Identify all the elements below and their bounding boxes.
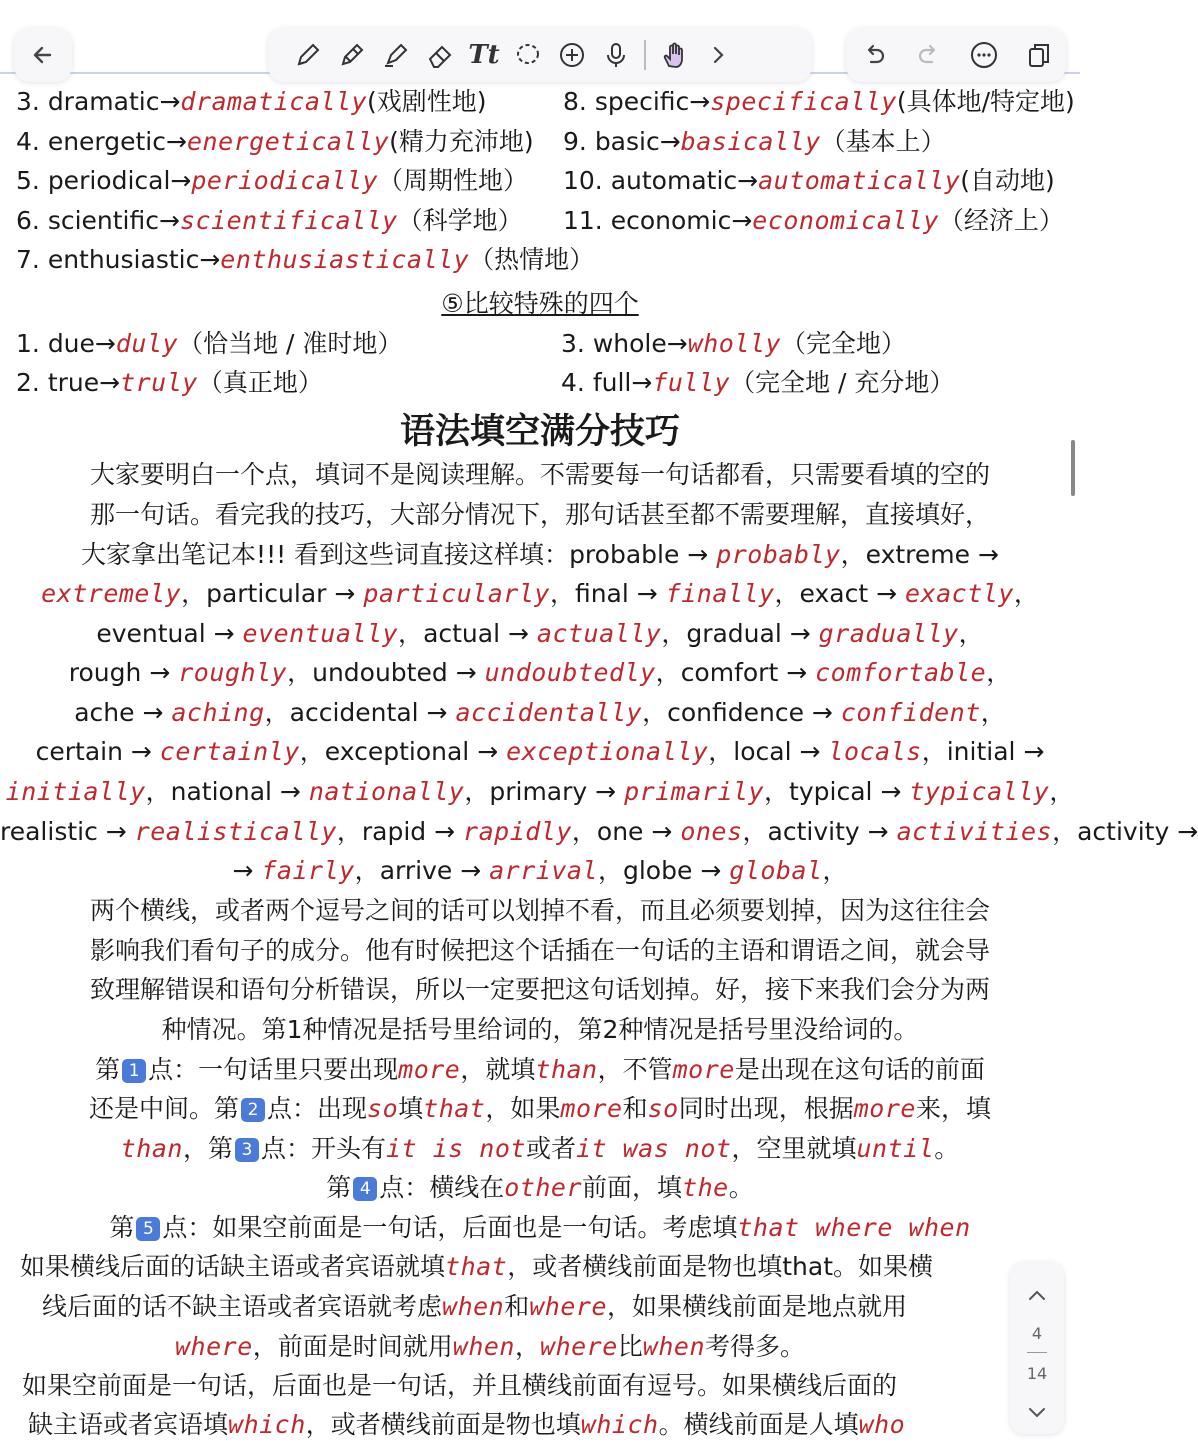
total-page-number: 14 [1026,1364,1048,1383]
base-word: enthusiastic [47,245,200,274]
entry-number: 4. [561,368,585,397]
chinese-meaning: （完全地） [781,329,907,358]
pairs-lead-text: 大家拿出笔记本!!! 看到这些词直接这样填： [81,540,570,569]
word-pair-line: rough → roughly，undoubted → undoubtedly，comfort → comfortable， [68,658,1012,687]
base-word: local [733,737,792,766]
base-word: typical [789,777,873,806]
word-pair-line: 大家拿出笔记本!!! 看到这些词直接这样填：probable → probably，extreme → [81,540,999,569]
base-word: certain [35,737,123,766]
pages-icon[interactable] [1017,33,1061,77]
rule-line-3: than，第 3 点：开头有it is not或者it was not，空里就填until。 [120,1134,960,1163]
number-badge: 1 [122,1059,146,1083]
arrow-glyph: → [232,856,254,885]
chinese-meaning: （经济上） [938,206,1064,235]
chinese-meaning: （完全地 / 充分地） [730,368,955,397]
arrow-glyph: → [811,698,833,727]
arrow-glyph: → [460,856,482,885]
handwritten-adverb: energetically [186,127,390,156]
chevron-right-icon[interactable] [696,33,740,77]
vertical-scrollbar[interactable] [1071,440,1075,496]
entry-number: 10. [563,166,603,195]
handwritten-answer: particularly [363,579,550,608]
arrow-glyph: → [737,166,759,195]
base-word: whole [592,329,667,358]
word-pair-line: ache → aching，accidental → accidentally，confidence → confident， [74,698,1006,727]
handwritten-answer: realistically [134,817,337,846]
rule-line-1: 第 1 点：一句话里只要出现more，就填than，不管more是出现在这句话的前面 [95,1055,985,1084]
para-line-2: 影响我们看句子的成分。他有时候把这个话插在一句话的主语和谓语之间，就会导 [89,936,990,965]
base-word: particular [206,579,327,608]
base-word: exact [799,579,869,608]
para-line-4: 种情况。第1种情况是括号里给词的，第2种情况是括号里没给词的。 [161,1015,919,1044]
base-word: rapid [361,817,427,846]
base-word: full [592,368,632,397]
word-pair-line: certain → certainly，exceptional → exceptionally，local → locals，initial → [35,737,1045,766]
word-pair-line: initially，national → nationally，primary → primarily，typical → typically， [5,777,1075,806]
rule-line-9: 如果空前面是一句话，后面也是一句话，并且横线前面有逗号。如果横线后面的 [22,1371,898,1400]
handwritten-adverb: periodically [191,166,378,195]
handwritten-answer: confident [840,698,981,727]
handwritten-adverb: economically [752,206,939,235]
arrow-glyph: → [1023,737,1045,766]
arrow-glyph: → [687,540,709,569]
undo-icon[interactable] [852,33,896,77]
handwritten-answer: roughly [178,658,288,687]
base-word: initial [946,737,1016,766]
handwritten-answer: fairly [261,856,355,885]
handwritten-answer: comfortable [815,658,987,687]
number-badge: 3 [235,1138,259,1162]
intro-line-1: 大家要明白一个点，填词不是阅读理解。不需要每一句话都看，只需要看填的空的 [89,460,990,489]
word-pair-line: realistic → realistically，rapid → rapidly，one → ones，activity → activities，activity → [0,817,1198,846]
handwritten-adverb: duly [115,329,179,358]
arrow-glyph: → [142,698,164,727]
adverb-entry [16,365,323,401]
handwritten-answer: eventually [242,619,399,648]
adverb-entry [563,124,946,160]
arrow-glyph: → [880,777,902,806]
chinese-meaning: (具体地/特定地) [896,87,1075,116]
number-badge: 5 [136,1217,160,1241]
arrow-glyph: → [631,368,653,397]
handwritten-answer: nationally [308,777,465,806]
arrow-glyph: → [159,206,180,235]
base-word: final [574,579,629,608]
entry-number: 6. [16,206,40,235]
base-word: undoubted [312,658,448,687]
base-word: extreme [865,540,971,569]
arrow-glyph: → [799,737,821,766]
base-word: gradual [686,619,782,648]
word-pair-line: eventual → eventually，actual → actually，gradual → gradually， [96,619,984,648]
adverb-entry [16,203,523,239]
page-navigator [1010,1262,1064,1434]
handwritten-answer: undoubtedly [484,658,656,687]
entry-number: 4. [16,127,40,156]
chinese-meaning: (精力充沛地) [389,127,534,156]
para-line-1: 两个横线，或者两个逗号之间的话可以划掉不看，而且必须要划掉，因为这往往会 [89,896,990,925]
adverb-entry [563,84,1075,120]
handwritten-answer: aching [171,698,265,727]
handwritten-adverb: dramatically [180,87,368,116]
arrow-glyph: → [149,658,171,687]
adverb-entry [16,326,402,362]
base-word: ache [74,698,135,727]
handwritten-answer: primarily [624,777,765,806]
chinese-meaning: （真正地） [197,368,323,397]
word-pair-line: → fairly，arrive → arrival，globe → global， [232,856,848,885]
adverb-entry [16,124,534,160]
entry-number: 1. [16,329,40,358]
rule-line-10: 缺主语或者宾语填which，或者横线前面是物也填which。横线前面是人填who [28,1410,906,1439]
arrow-glyph: → [1177,817,1198,846]
base-word: scientific [47,206,159,235]
base-word: dramatic [47,87,160,116]
handwritten-answer: gradually [818,619,959,648]
arrow-glyph: → [170,166,192,195]
arrow-glyph: → [731,206,753,235]
pencil-icon[interactable] [286,33,330,77]
number-badge: 2 [241,1098,265,1122]
base-word: primary [489,777,588,806]
entry-number: 8. [563,87,587,116]
entry-number: 5. [16,166,40,195]
handwritten-answer: certainly [159,737,300,766]
page-title: 语法填空满分技巧 [399,412,680,452]
handwritten-adverb: scientifically [179,206,398,235]
handwritten-answer: exactly [905,579,1014,608]
chinese-meaning: (戏剧性地) [367,87,487,116]
arrow-glyph: → [508,619,529,648]
entry-number: 9. [563,127,587,156]
base-word: true [47,368,100,397]
base-word: exceptional [324,737,470,766]
handwritten-answer: ones [680,817,743,846]
arrow-glyph: → [434,817,456,846]
chinese-meaning: （热情地） [469,245,595,274]
entry-number: 7. [16,245,40,274]
base-word: globe [622,856,693,885]
base-word: energetic [47,127,167,156]
arrow-glyph: → [159,87,181,116]
chinese-meaning: （基本上） [820,127,946,156]
arrow-glyph: → [166,127,187,156]
base-word: one [596,817,644,846]
chevron-down-icon[interactable] [1015,1390,1059,1434]
rule-line-6: 如果横线后面的话缺主语或者宾语就填that，或者横线前面是物也填that。如果横 [20,1252,934,1281]
handwritten-adverb: automatically [758,166,961,195]
arrow-glyph: → [595,777,617,806]
handwritten-answer: exceptionally [506,737,709,766]
hand-gesture-icon[interactable] [652,33,696,77]
eraser-icon[interactable] [418,33,462,77]
arrow-glyph: → [867,817,889,846]
handwritten-answer: initially [5,777,146,806]
chinese-meaning: (自动地) [960,166,1055,195]
arrow-glyph: → [279,777,301,806]
back-toolbar [14,28,72,82]
base-word: activity [767,817,860,846]
handwritten-adverb: wholly [687,329,781,358]
rule-line-4: 第 4 点：横线在other前面，填the。 [326,1173,754,1202]
handwritten-answer: locals [828,737,922,766]
arrow-glyph: → [876,579,898,608]
base-word: automatic [610,166,738,195]
highlighter-icon[interactable] [374,33,418,77]
adverb-entry [561,326,906,362]
base-word: comfort [680,658,779,687]
arrow-glyph: → [199,245,221,274]
para-line-3: 致理解错误和语句分析错误，所以一定要把这句话划掉。好，接下来我们会分为两 [89,975,990,1004]
adverb-entry [563,163,1055,199]
word-pair-line: extremely，particular → particularly，final → finally，exact → exactly， [41,579,1039,608]
base-word: eventual [96,619,206,648]
more-icon[interactable] [962,33,1006,77]
tools-toolbar [268,28,812,82]
arrow-glyph: → [689,87,711,116]
handwritten-adverb: basically [680,127,821,156]
handwritten-answer: finally [665,579,775,608]
adverb-entry [561,365,954,401]
base-word: realistic [0,817,98,846]
arrow-glyph: → [99,368,121,397]
arrow-glyph: → [651,817,673,846]
handwritten-answer: typically [909,777,1050,806]
rule-line-2: 还是中间。第 2 点：出现so填that，如果more和so同时出现，根据more来，填 [89,1094,991,1123]
base-word: probable [569,540,680,569]
adverb-entry [16,163,528,199]
intro-line-2: 那一句话。看完我的技巧，大部分情况下，那句话甚至都不需要理解，直接填好， [89,500,990,529]
base-word: specific [594,87,690,116]
arrow-glyph: → [700,856,722,885]
lasso-icon[interactable] [506,33,550,77]
handwritten-answer: activities [896,817,1053,846]
arrow-glyph: → [130,737,152,766]
handwritten-answer: extremely [41,579,182,608]
arrow-glyph: → [426,698,448,727]
base-word: periodical [47,166,171,195]
arrow-glyph: → [105,817,127,846]
section-subtitle: ⑤比较特殊的四个 [441,289,639,318]
arrow-glyph: → [786,658,808,687]
entry-number: 2. [16,368,40,397]
base-word: accidental [289,698,419,727]
base-word: due [47,329,95,358]
handwritten-answer: global [729,856,823,885]
handwritten-adverb: enthusiastically [220,245,470,274]
chinese-meaning: （周期性地） [378,166,529,195]
current-page-number: 4 [1031,1324,1043,1343]
handwritten-adverb: truly [120,368,198,397]
arrow-glyph: → [666,329,688,358]
handwritten-adverb: fully [652,368,731,397]
adverb-entry [16,242,594,278]
number-badge: 4 [353,1177,377,1201]
toolbar-divider [644,40,646,70]
arrow-glyph: → [477,737,499,766]
entry-number: 11. [563,206,603,235]
handwritten-answer: arrival [489,856,598,885]
base-word: economic [610,206,732,235]
arrow-glyph: → [977,540,999,569]
rule-line-5: 第 5 点：如果空前面是一句话，后面也是一句话。考虑填that where when [109,1213,971,1242]
chinese-meaning: （科学地） [397,206,523,235]
base-word: national [170,777,272,806]
arrow-glyph: → [94,329,116,358]
adverb-entry [563,203,1064,239]
handwritten-answer: probably [716,540,841,569]
edit-toolbar [846,28,1066,82]
arrow-glyph: → [789,619,811,648]
base-word: basic [594,127,660,156]
chinese-meaning: （恰当地 / 准时地） [178,329,403,358]
arrow-glyph: → [334,579,356,608]
arrow-glyph: → [213,619,235,648]
base-word: arrive [379,856,453,885]
rule-line-7: 线后面的话不缺主语或者宾语就考虑when和where，如果横线前面是地点就用 [42,1292,908,1321]
handwritten-adverb: specifically [710,87,897,116]
adverb-entry [16,84,487,120]
arrow-glyph: → [455,658,477,687]
arrow-left-icon[interactable] [21,33,65,77]
base-word: rough [68,658,142,687]
page-divider [1027,1352,1047,1353]
redo-icon[interactable] [907,33,951,77]
handwritten-answer: accidentally [455,698,643,727]
arrow-glyph: → [659,127,681,156]
rule-line-8: where，前面是时间就用when，where比when考得多。 [175,1332,806,1361]
base-word: activity [1077,817,1170,846]
handwritten-answer: rapidly [463,817,572,846]
entry-number: 3. [561,329,585,358]
handwritten-answer: actually [536,619,662,648]
arrow-glyph: → [636,579,658,608]
pen-icon[interactable] [330,33,374,77]
base-word: actual [423,619,501,648]
base-word: confidence [667,698,804,727]
text-tool-icon[interactable]: Tt [468,40,500,70]
add-icon[interactable] [550,33,594,77]
chevron-up-icon[interactable] [1015,1274,1059,1318]
microphone-icon[interactable] [594,33,638,77]
entry-number: 3. [16,87,40,116]
